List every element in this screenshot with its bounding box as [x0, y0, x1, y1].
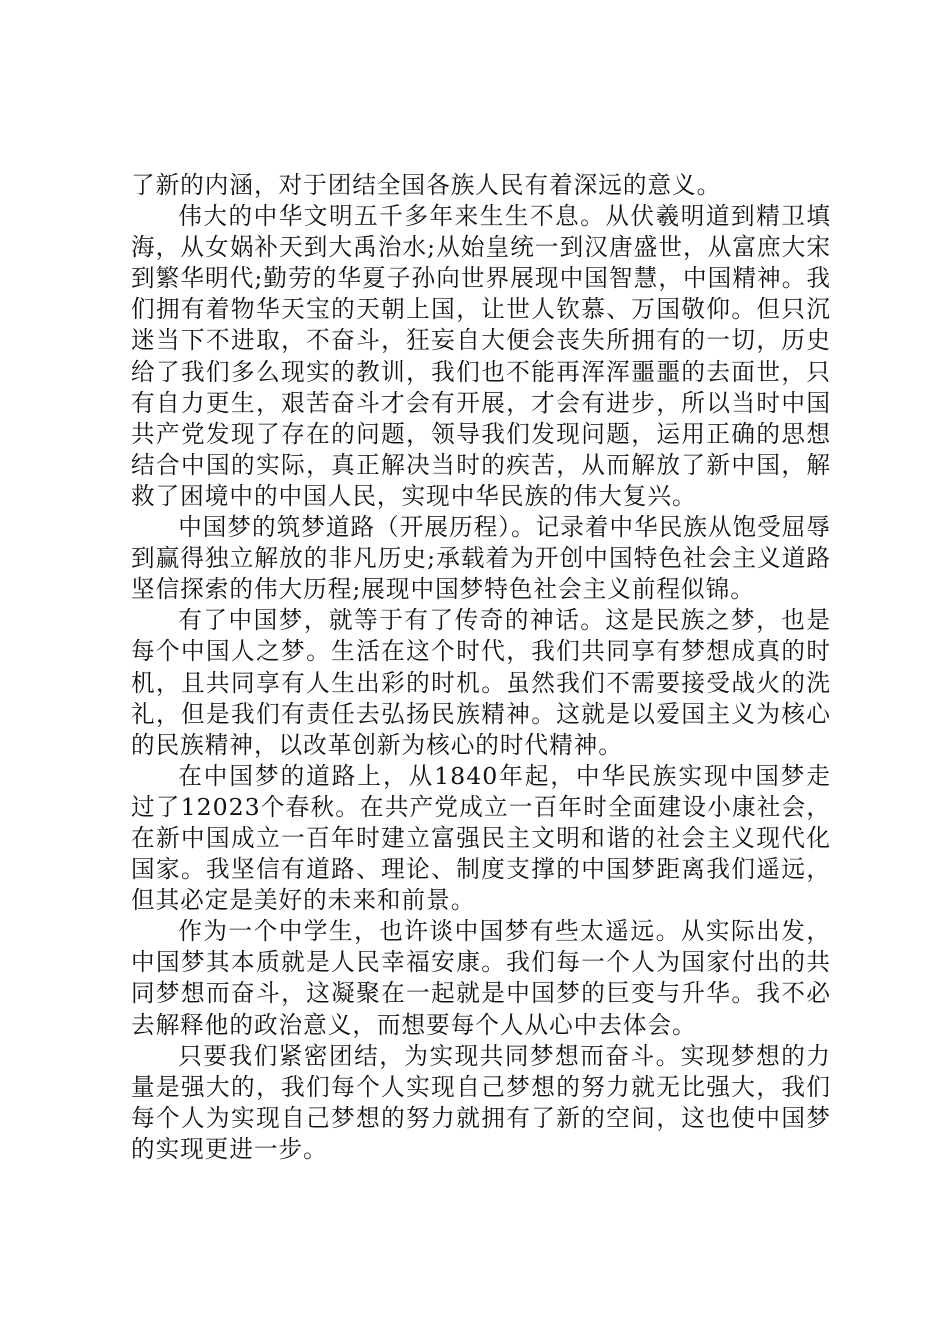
paragraph-chinese-civilization: 伟大的中华文明五千多年来生生不息。从伏羲明道到精卫填海，从女娲补天到大禹治水;从始皇统一到汉唐盛世，从富庶大宋到繁华明代;勤劳的华夏子孙向世界展现中国智慧，中国精神。我们拥有着物华天宝的天朝上国，让世人钦慕、万国敬仰。但只沉迷当下不进取，不奋斗，狂妄自大便会丧失所拥有的一切，历史给了我们多么现实的教训，我们也不能再浑浑噩噩的去面世，只有自力更生，艰苦奋斗才会有开展，才会有进步，所以当时中国共产党发现了存在的问题，领导我们发现问题，运用正确的思想结合中国的实际，真正解决当时的疾苦，从而解放了新中国，解救了困境中的中国人民，实现中华民族的伟大复兴。	[131, 202, 831, 510]
paragraph-unity: 只要我们紧密团结，为实现共同梦想而奋斗。实现梦想的力量是强大的，我们每个人实现自己梦想的努力就无比强大，我们每个人为实现自己梦想的努力就拥有了新的空间，这也使中国梦的实现更进一步。	[131, 1041, 831, 1163]
paragraph-history: 在中国梦的道路上，从1840年起，中华民族实现中国梦走过了12023个春秋。在共产党成立一百年时全面建设小康社会，在新中国成立一百年时建立富强民主文明和谐的社会主义现代化国家。我坚信有道路、理论、制度支撑的中国梦距离我们遥远，但其必定是美好的未来和前景。	[131, 761, 831, 915]
paragraph-legend: 有了中国梦，就等于有了传奇的神话。这是民族之梦，也是每个中国人之梦。生活在这个时代，我们共同享有梦想成真的时机，且共同享有人生出彩的时机。虽然我们不需要接受战火的洗礼，但是我们有责任去弘扬民族精神。这就是以爱国主义为核心的民族精神，以改革创新为核心的时代精神。	[131, 606, 831, 759]
document-body	[131, 170, 831, 1165]
paragraph-student: 作为一个中学生，也许谈中国梦有些太遥远。从实际出发，中国梦其本质就是人民幸福安康。我们每一个人为国家付出的共同梦想而奋斗，这凝聚在一起就是中国梦的巨变与升华。我不必去解释他的政治意义，而想要每个人从心中去体会。	[131, 917, 831, 1039]
paragraph-continuation: 了新的内涵，对于团结全国各族人民有着深远的意义。	[131, 171, 722, 199]
paragraph-dream-path: 中国梦的筑梦道路（开展历程）。记录着中华民族从饱受屈辱到赢得独立解放的非凡历史;承载着为开创中国特色社会主义道路坚信探索的伟大历程;展现中国梦特色社会主义前程似锦。	[131, 513, 831, 604]
